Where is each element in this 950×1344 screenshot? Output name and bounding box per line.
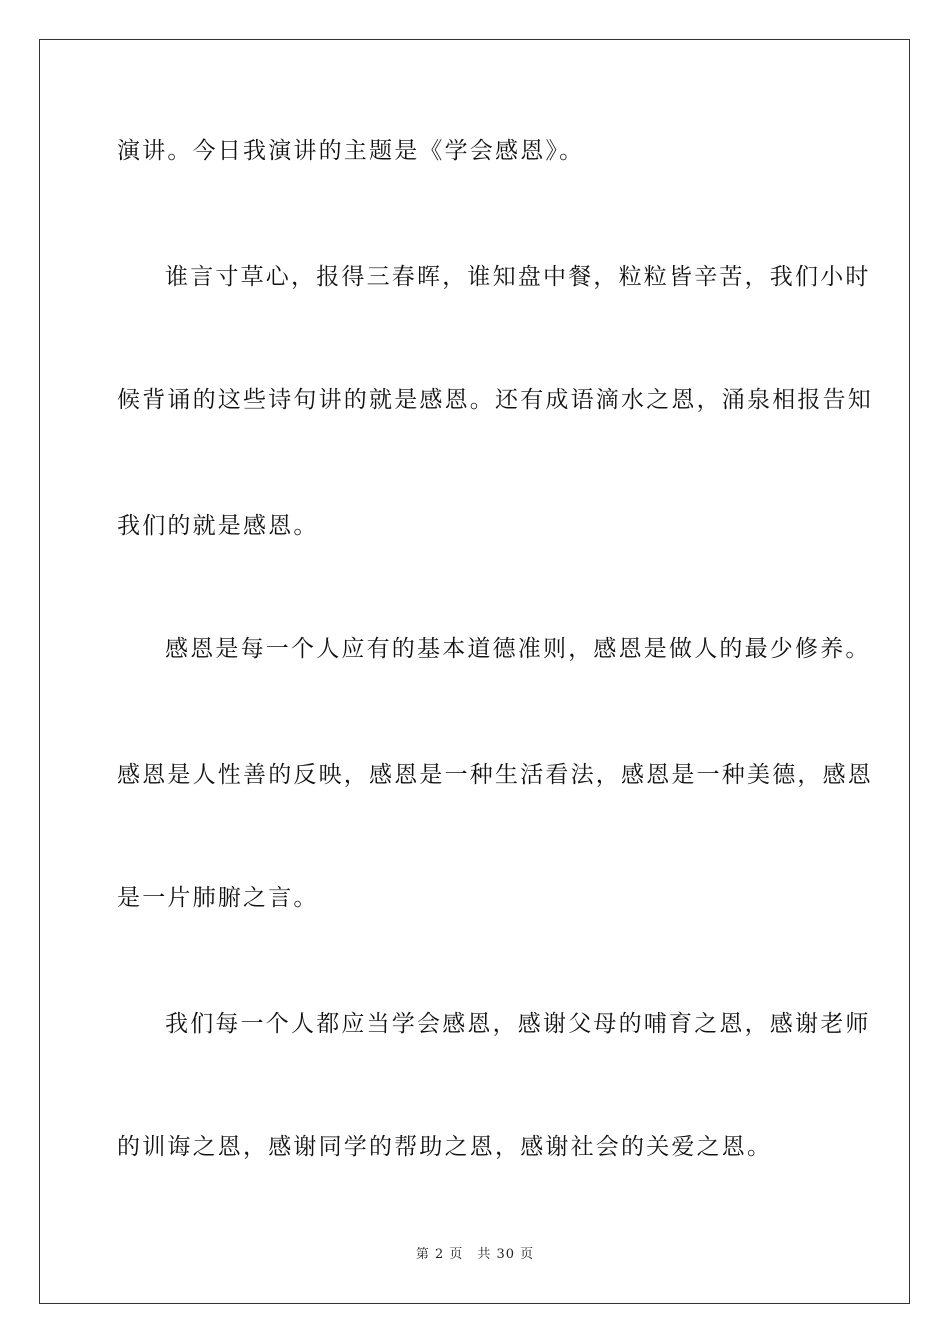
paragraph-2-line-2: 候背诵的这些诗句讲的就是感恩。还有成语滴水之恩，涌泉相报告知 [117, 387, 873, 413]
page-border [39, 39, 910, 1304]
paragraph-4-line-2: 的训诲之恩，感谢同学的帮助之恩，感谢社会的关爱之恩。 [117, 1134, 773, 1160]
paragraph-3-line-3: 是一片肺腑之言。 [117, 885, 319, 911]
paragraph-3-line-1: 感恩是每一个人应有的基本道德准则，感恩是做人的最少修养。 [165, 636, 871, 662]
paragraph-2-line-3: 我们的就是感恩。 [117, 513, 319, 539]
page-number-footer: 第 2 页 共 30 页 [415, 1247, 535, 1262]
paragraph-3-line-2: 感恩是人性善的反映，感恩是一种生活看法，感恩是一种美德，感恩 [117, 762, 873, 788]
paragraph-2-line-1: 谁言寸草心，报得三春晖，谁知盘中餐，粒粒皆辛苦，我们小时 [165, 264, 871, 290]
text-line-1: 演讲。今日我演讲的主题是《学会感恩》。 [117, 138, 585, 164]
paragraph-4-line-1: 我们每一个人都应当学会感恩，感谢父母的哺育之恩，感谢老师 [165, 1011, 871, 1037]
